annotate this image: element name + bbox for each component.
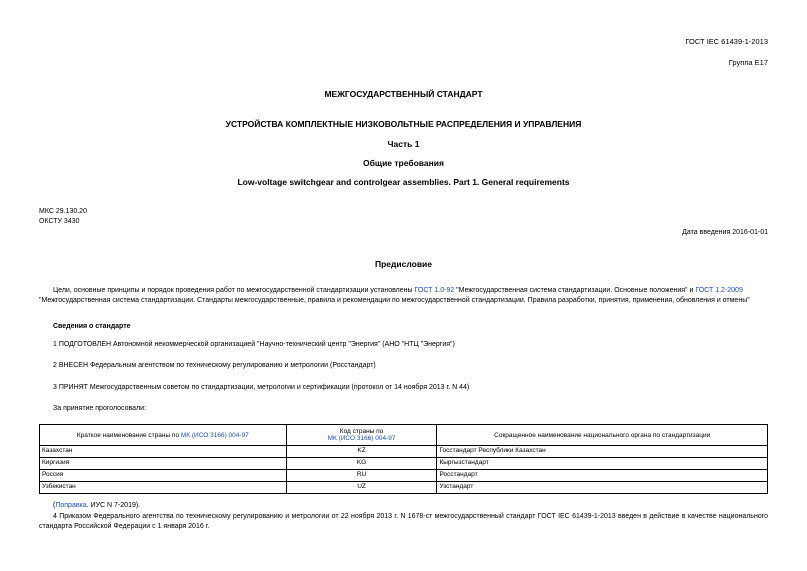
amendment-text: ( — [53, 502, 56, 509]
code-cell: KZ — [286, 446, 437, 458]
okstu-code: ОКСТУ 3430 — [39, 218, 80, 225]
document-group: Группа Е17 — [728, 58, 768, 67]
body-cell: Узстандарт — [437, 482, 768, 494]
country-cell: Россия — [40, 470, 287, 482]
code-cell: KG — [286, 458, 437, 470]
body-cell: Росстандарт — [437, 470, 768, 482]
mks-code: МКС 29.130.20 — [39, 208, 87, 215]
amendment-text: . ИУС N 7-2019). — [86, 502, 141, 509]
header-country-name — [40, 425, 287, 446]
item-submitted: 2 ВНЕСЕН Федеральным агентством по техническому регулированию и метрологии (Росстандарт) — [53, 362, 376, 369]
country-cell: Киргизия — [40, 458, 287, 470]
foreword-title: Предисловие — [374, 259, 433, 269]
header-standards-body: Сокращенное наименование национального органа по стандартизации — [437, 425, 768, 446]
english-title: Low-voltage switchgear and controlgear assemblies. Part 1. General requirements — [237, 177, 570, 187]
mk-iso-link[interactable]: МК (ИСО 3166) 004-97 — [327, 435, 396, 442]
standard-heading: МЕЖГОСУДАРСТВЕННЫЙ СТАНДАРТ — [324, 89, 483, 99]
gost-1-2-2009-link[interactable]: ГОСТ 1.2-2009 — [695, 287, 743, 294]
table-row — [40, 470, 768, 482]
document-code: ГОСТ IEC 61439-1-2013 — [685, 37, 768, 46]
code-cell: RU — [286, 470, 437, 482]
amendment-link[interactable]: Поправка — [55, 502, 87, 509]
gost-1-0-92-link[interactable]: ГОСТ 1.0-92 — [414, 287, 455, 294]
foreword-text: Цели, основные принципы и порядок проведения работ по межгосударственной стандартизации установлены — [53, 287, 415, 294]
document-subtitle: Общие требования — [363, 158, 444, 168]
document-title: УСТРОЙСТВА КОМПЛЕКТНЫЕ НИЗКОВОЛЬТНЫЕ РАСПРЕДЕЛЕНИЯ И УПРАВЛЕНИЯ — [225, 119, 582, 129]
code-cell: UZ — [286, 482, 437, 494]
table-row — [40, 482, 768, 494]
foreword-text: "Межгосударственная система стандартизации. Стандарты межгосударственные, правила и рекомендации по межгосударственной стандартизации. Правила разработки, принятия, применения, обновления и отмены" — [39, 297, 750, 304]
table-row — [40, 458, 768, 470]
amendment-note — [53, 501, 140, 511]
header-text: Код страны по — [339, 428, 384, 435]
mk-iso-link[interactable]: МК (ИСО 3166) 004-97 — [180, 431, 249, 439]
body-cell: Госстандарт Республики Казахстан — [437, 446, 768, 458]
country-cell: Узбекистан — [40, 482, 287, 494]
voted-label: За принятие проголосовали: — [53, 405, 146, 412]
header-text: Краткое наименование страны по — [76, 431, 181, 439]
countries-table — [39, 424, 768, 494]
item-prepared: 1 ПОДГОТОВЛЕН Автономной некоммерческой организацией "Научно-технический центр "Энергия" (АНО "НТЦ "Энергия") — [53, 341, 455, 348]
standard-info-heading: Сведения о стандарте — [53, 323, 131, 330]
table-header-row — [40, 425, 768, 446]
foreword-paragraph — [39, 286, 768, 306]
item-enacted: 4 Приказом Федерального агентства по техническому регулированию и метрологии от 22 ноября 2013 г. N 1678-ст межгосударственный стандарт ГОСТ IEC 61439-1-2013 введен в действие в качестве национального стандарта Российской Федерации с 1 января 2016 г. — [39, 513, 768, 530]
document-part: Часть 1 — [387, 139, 420, 149]
foreword-text: "Межгосударственная система стандартизации. Основные положения" и — [454, 287, 696, 294]
body-cell: Кыргызстандарт — [437, 458, 768, 470]
introduction-date: Дата введения 2016-01-01 — [682, 229, 768, 236]
table-row — [40, 446, 768, 458]
item-adopted: 3 ПРИНЯТ Межгосударственным советом по стандартизации, метрологии и сертификации (протокол от 14 ноября 2013 г. N 44) — [53, 384, 470, 391]
header-country-code — [286, 425, 437, 446]
country-cell: Казахстан — [40, 446, 287, 458]
